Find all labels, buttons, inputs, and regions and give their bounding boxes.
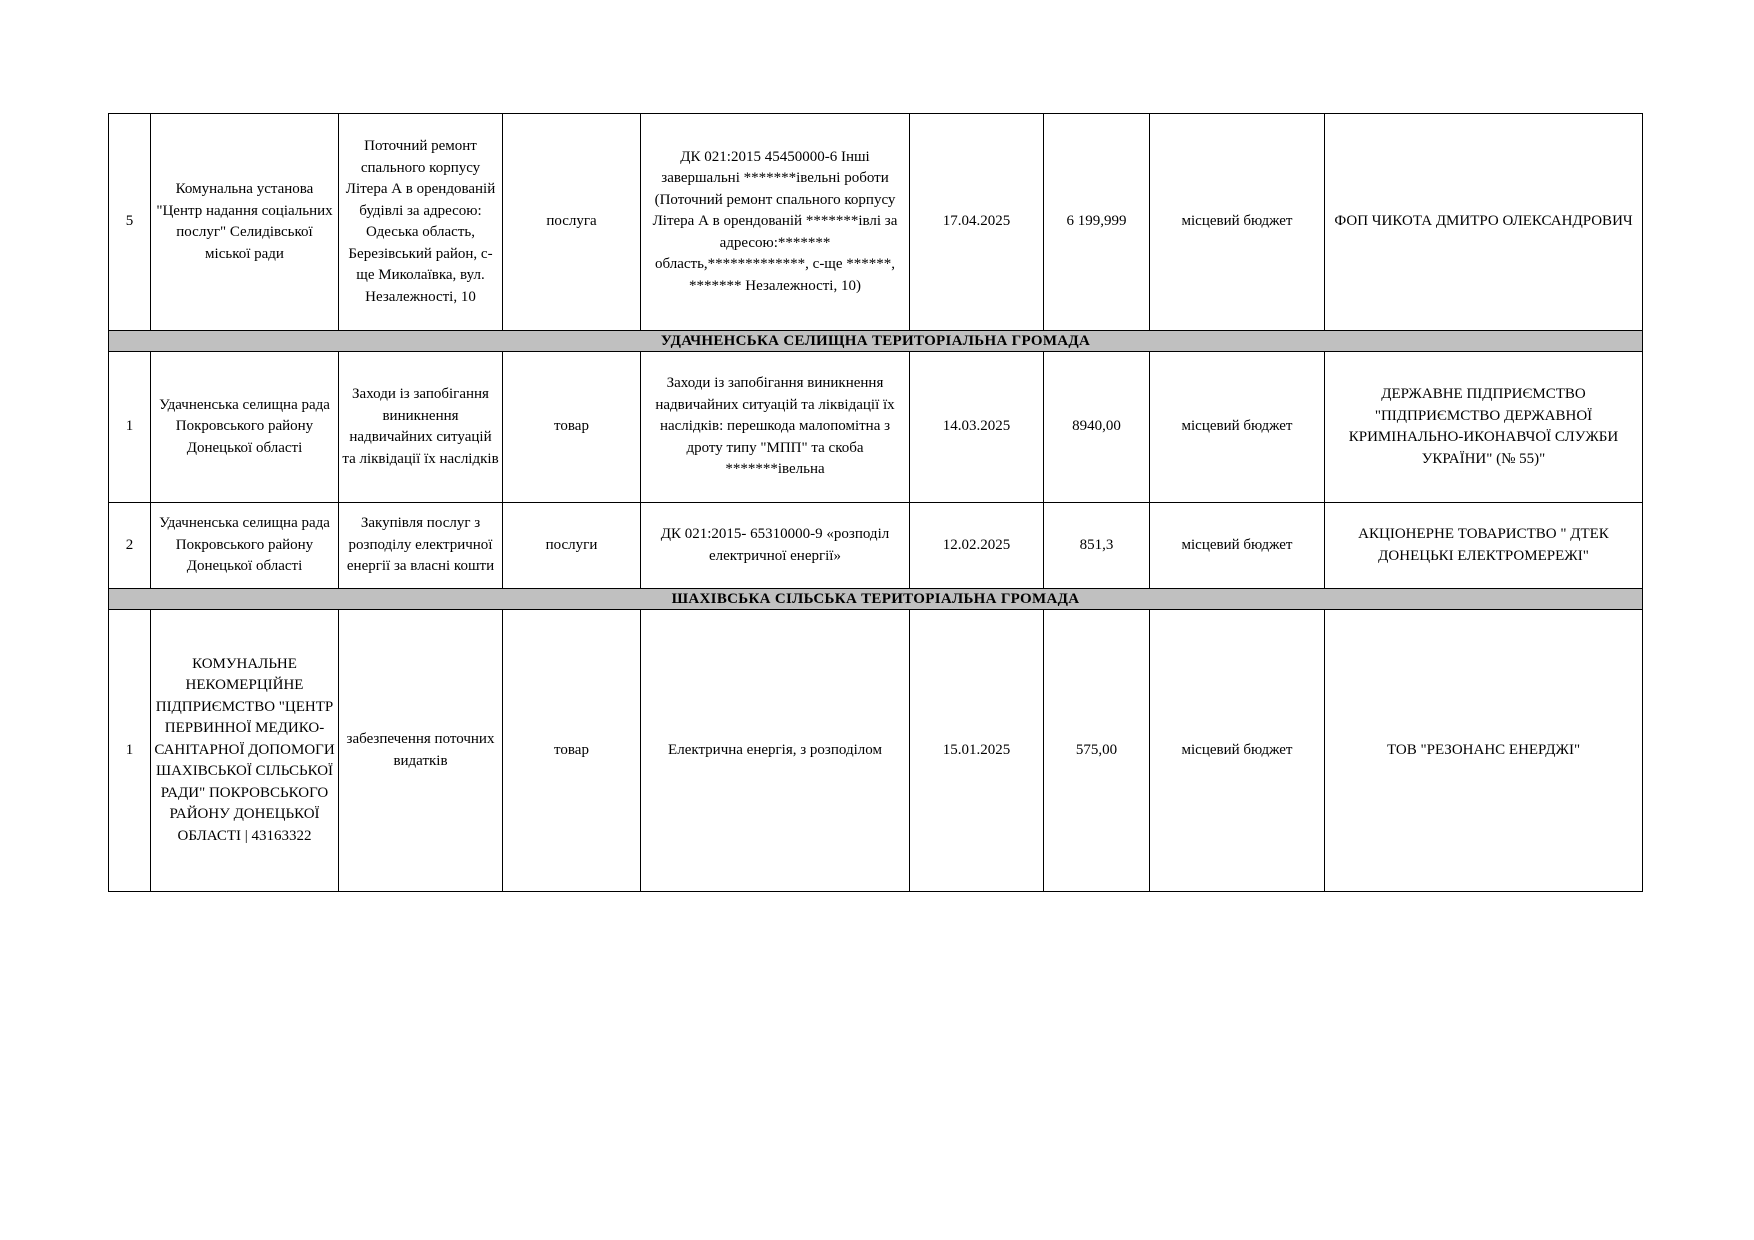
supplier-cell: АКЦІОНЕРНЕ ТОВАРИСТВО " ДТЕК ДОНЕЦЬКІ ЕЛЕКТРОМЕРЕЖІ" [1325, 503, 1643, 589]
funding-cell: місцевий бюджет [1150, 503, 1325, 589]
kind-cell: товар [503, 352, 641, 503]
subject-cell: Закупівля послуг з розподілу електричної енергії за власні кошти [339, 503, 503, 589]
subject-cell: Заходи із запобігання виникнення надвичайних ситуацій та ліквідації їх наслідків [339, 352, 503, 503]
funding-cell: місцевий бюджет [1150, 352, 1325, 503]
table-row [109, 610, 1643, 892]
customer-cell: Комунальна установа "Центр надання соціальних послуг" Селидівської міської ради [151, 114, 339, 331]
code-cell: ДК 021:2015- 65310000-9 «розподіл електричної енергії» [641, 503, 910, 589]
amount-cell: 851,3 [1044, 503, 1150, 589]
customer-cell: Удачненська селищна рада Покровського району Донецької області [151, 503, 339, 589]
customer-cell: КОМУНАЛЬНЕ НЕКОМЕРЦІЙНЕ ПІДПРИЄМСТВО "ЦЕНТР ПЕРВИННОЇ МЕДИКО-САНІТАРНОЇ ДОПОМОГИ ШАХІВСЬКОЇ СІЛЬСЬКОЇ РАДИ" ПОКРОВСЬКОГО РАЙОНУ ДОНЕЦЬКОЇ ОБЛАСТІ | 43163322 [151, 610, 339, 892]
code-cell: ДК 021:2015 45450000-6 Інші завершальні *******івельні роботи (Поточний ремонт спального корпусу Літера А в орендованій *******івлі за адресою:******* область,*************, с-ще ******, ******* Незалежності, 10) [641, 114, 910, 331]
kind-cell: товар [503, 610, 641, 892]
supplier-cell: ТОВ "РЕЗОНАНС ЕНЕРДЖІ" [1325, 610, 1643, 892]
date-cell: 14.03.2025 [910, 352, 1044, 503]
supplier-cell: ДЕРЖАВНЕ ПІДПРИЄМСТВО "ПІДПРИЄМСТВО ДЕРЖАВНОЇ КРИМІНАЛЬНО-ИКОНАВЧОЇ СЛУЖБИ УКРАЇНИ" (№ 55)" [1325, 352, 1643, 503]
customer-cell: Удачненська селищна рада Покровського району Донецької області [151, 352, 339, 503]
procurement-table [108, 113, 1643, 892]
amount-cell: 575,00 [1044, 610, 1150, 892]
funding-cell: місцевий бюджет [1150, 610, 1325, 892]
section-header-row [109, 589, 1643, 610]
date-cell: 12.02.2025 [910, 503, 1044, 589]
section-title: ШАХІВСЬКА СІЛЬСЬКА ТЕРИТОРІАЛЬНА ГРОМАДА [109, 589, 1643, 610]
amount-cell: 6 199,999 [1044, 114, 1150, 331]
code-cell: Електрична енергія, з розподілом [641, 610, 910, 892]
funding-cell: місцевий бюджет [1150, 114, 1325, 331]
code-cell: Заходи із запобігання виникнення надвичайних ситуацій та ліквідації їх наслідків: перешкода малопомітна з дроту типу "МПП" та скоба *******івельна [641, 352, 910, 503]
table-row [109, 503, 1643, 589]
supplier-cell: ФОП ЧИКОТА ДМИТРО ОЛЕКСАНДРОВИЧ [1325, 114, 1643, 331]
row-number: 5 [109, 114, 151, 331]
row-number: 1 [109, 610, 151, 892]
section-title: УДАЧНЕНСЬКА СЕЛИЩНА ТЕРИТОРІАЛЬНА ГРОМАДА [109, 331, 1643, 352]
section-header-row [109, 331, 1643, 352]
kind-cell: послуга [503, 114, 641, 331]
kind-cell: послуги [503, 503, 641, 589]
subject-cell: забезпечення поточних видатків [339, 610, 503, 892]
table-row [109, 352, 1643, 503]
table-row [109, 114, 1643, 331]
subject-cell: Поточний ремонт спального корпусу Літера А в орендованій будівлі за адресою: Одеська область, Березівський район, с-ще Миколаївка, вул. Незалежності, 10 [339, 114, 503, 331]
row-number: 1 [109, 352, 151, 503]
row-number: 2 [109, 503, 151, 589]
date-cell: 15.01.2025 [910, 610, 1044, 892]
date-cell: 17.04.2025 [910, 114, 1044, 331]
amount-cell: 8940,00 [1044, 352, 1150, 503]
